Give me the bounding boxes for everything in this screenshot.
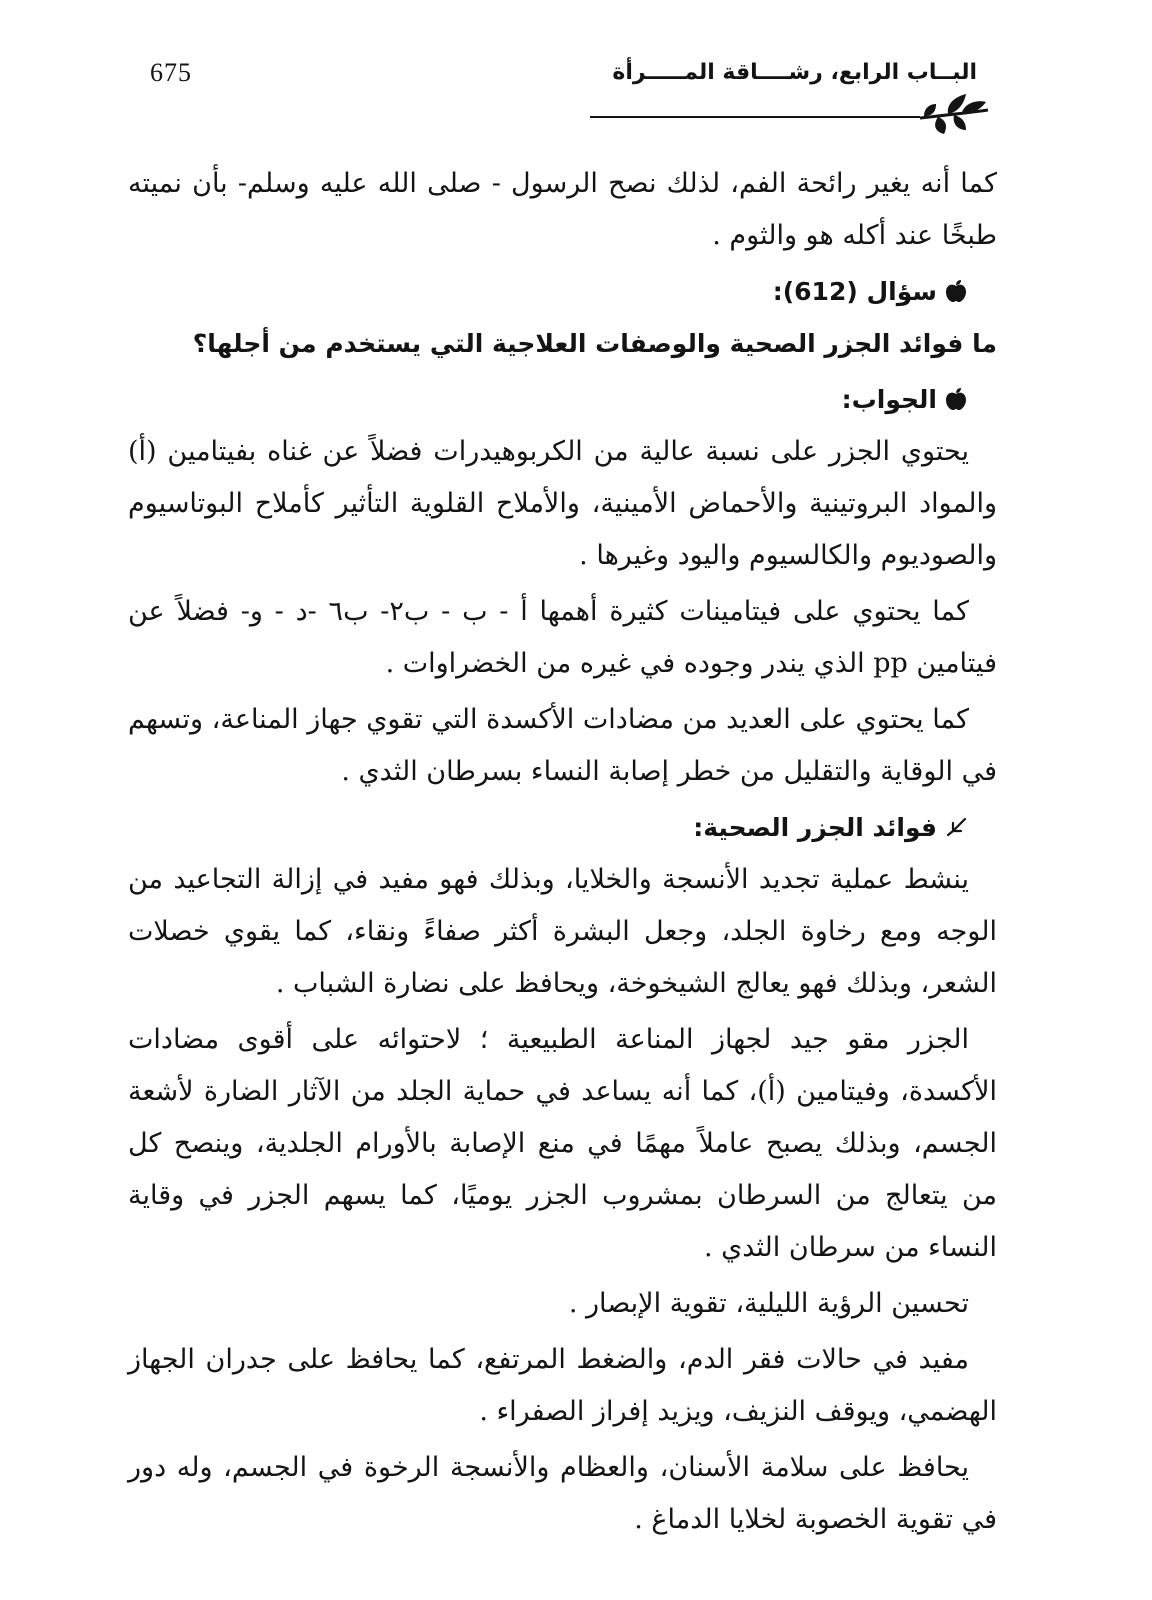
question-line — [128, 266, 997, 318]
hand-arrow-icon — [945, 815, 967, 839]
answer-paragraph: كما يحتوي على فيتامينات كثيرة أهمها أ - ب - ب٢- ب٦ -د - و- فضلاً عن فيتامين pp الذي يندر وجوده في غيره من الخضراوات . — [128, 596, 997, 679]
page-number: 675 — [150, 58, 192, 87]
benefit-paragraph: مفيد في حالات فقر الدم، والضغط المرتفع، كما يحافظ على جدران الجهاز الهضمي، ويوقف النزيف، ويزيد إفراز الصفراء . — [128, 1344, 997, 1427]
answer-paragraph: كما يحتوي على العديد من مضادات الأكسدة التي تقوي جهاز المناعة، وتسهم في الوقاية والتقليل من خطر إصابة النساء بسرطان الثدي . — [128, 704, 997, 787]
benefits-heading-line — [128, 802, 997, 854]
header-rule — [590, 116, 920, 118]
benefit-paragraph: تحسين الرؤية الليلية، تقوية الإبصار . — [568, 1288, 969, 1319]
question-text: ما فوائد الجزر الصحية والوصفات العلاجية التي يستخدم من أجلها؟ — [192, 329, 997, 358]
running-header: البــاب الرابع، رشــــاقة المـــــرأة — [612, 60, 977, 85]
page-content — [128, 158, 997, 1550]
answer-paragraph: يحتوي الجزر على نسبة عالية من الكربوهيدرات فضلاً عن غناه بفيتامين (أ) والمواد البروتينية والأحماض الأمينية، والأملاح القلوية التأثير كأملاح البوتاسيوم والصوديوم والكالسيوم واليود وغيرها . — [128, 436, 997, 571]
intro-paragraph: كما أنه يغير رائحة الفم، لذلك نصح الرسول - صلى الله عليه وسلم- بأن نميته طبخًا عند أكله هو والثوم . — [128, 168, 997, 251]
benefits-heading: فوائد الجزر الصحية: — [693, 813, 937, 842]
answer-label: الجواب: — [841, 385, 937, 414]
question-label: سؤال (612): — [772, 277, 937, 306]
benefit-paragraph: الجزر مقو جيد لجهاز المناعة الطبيعية ؛ لاحتوائه على أقوى مضادات الأكسدة، وفيتامين (أ)، كما أنه يساعد في حماية الجلد من الآثار الضارة لأشعة الجسم، وبذلك يصبح عاملاً مهمًا في منع الإصابة بالأورام الجلدية، وينصح كل من يتعالج من السرطان بمشروب الجزر يوميًا، كما يسهم الجزر في وقاية النساء من سرطان الثدي . — [128, 1024, 997, 1263]
leaf-ornament-icon — [918, 92, 990, 136]
apple-icon — [945, 279, 967, 303]
apple-icon — [945, 387, 967, 411]
answer-line — [128, 374, 997, 426]
benefit-paragraph: يحافظ على سلامة الأسنان، والعظام والأنسجة الرخوة في الجسم، وله دور في تقوية الخصوبة لخلايا الدماغ . — [128, 1452, 997, 1535]
benefit-paragraph: ينشط عملية تجديد الأنسجة والخلايا، وبذلك فهو مفيد في إزالة التجاعيد من الوجه ومع رخاوة الجلد، وجعل البشرة أكثر صفاءً ونقاء، كما يقوي خصلات الشعر، وبذلك فهو يعالج الشيخوخة، ويحافظ على نضارة الشباب . — [128, 864, 997, 999]
